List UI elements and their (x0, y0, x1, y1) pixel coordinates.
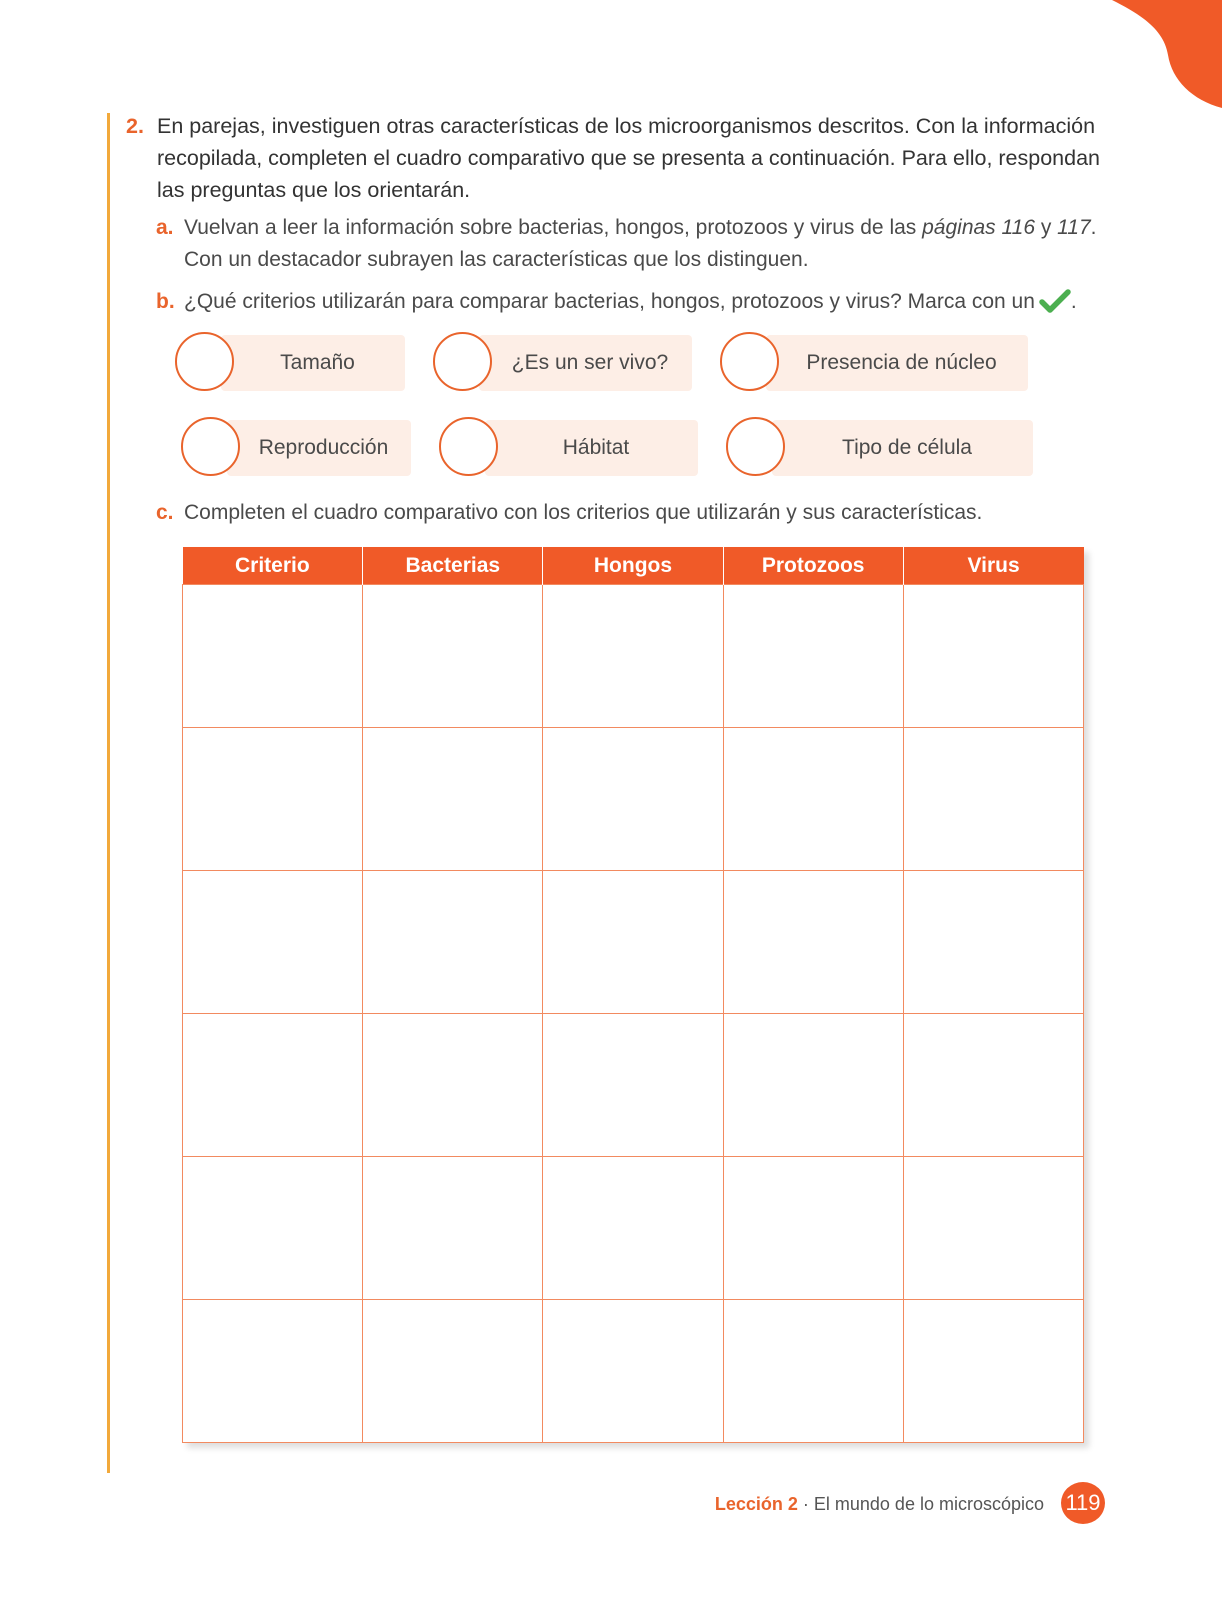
sub-a-text-end: . Con un destacador subrayen las características que los distinguen. (184, 216, 1097, 271)
option-checkbox-circle[interactable] (175, 332, 234, 391)
table-cell[interactable] (363, 1014, 543, 1157)
table-cell[interactable] (183, 728, 363, 871)
footer-separator: · (797, 1494, 814, 1514)
sub-question-c (156, 497, 1116, 529)
table-body (183, 585, 1084, 1443)
option-reproduccion[interactable] (181, 417, 411, 477)
table-row (183, 1300, 1084, 1443)
margin-rule (107, 113, 110, 1473)
header-virus: Virus (903, 547, 1083, 585)
sub-b-text: ¿Qué criterios utilizarán para comparar bacterias, hongos, protozoos y virus? Marca con un (184, 290, 1035, 313)
option-label: Hábitat (562, 436, 630, 459)
table-row (183, 1014, 1084, 1157)
option-checkbox-circle[interactable] (433, 332, 492, 391)
corner-decoration (1112, 0, 1222, 115)
option-checkbox-circle[interactable] (720, 332, 779, 391)
table-cell[interactable] (543, 1014, 723, 1157)
option-tamano[interactable] (175, 332, 405, 392)
sub-text-b (184, 286, 1116, 318)
sub-letter-b: b. (156, 290, 175, 313)
sub-b-end: . (1070, 290, 1077, 313)
option-checkbox-circle[interactable] (181, 417, 240, 476)
table-cell[interactable] (903, 728, 1083, 871)
table-cell[interactable] (183, 585, 363, 728)
page-number-badge: 119 (1061, 1482, 1105, 1524)
question-number: 2. (126, 114, 144, 138)
table-cell[interactable] (183, 1014, 363, 1157)
check-icon (1039, 288, 1071, 314)
sub-question-a (156, 212, 1116, 276)
table-cell[interactable] (543, 1300, 723, 1443)
table-header-row (183, 547, 1084, 585)
header-protozoos: Protozoos (723, 547, 903, 585)
table-cell[interactable] (723, 871, 903, 1014)
sub-letter-c: c. (156, 501, 174, 524)
table-cell[interactable] (363, 1300, 543, 1443)
sub-a-text-part: Vuelvan a leer la información sobre bacterias, hongos, protozoos y virus de las (184, 216, 923, 239)
question-text: En parejas, investiguen otras características de los microorganismos descritos. Con la información recopilada, completen el cuadro comparativo que se presenta a continuación. Para ello, respondan las preguntas que los orientarán. (157, 114, 1101, 202)
option-presencia-nucleo[interactable] (720, 332, 1028, 392)
table-cell[interactable] (363, 728, 543, 871)
table-cell[interactable] (543, 871, 723, 1014)
sub-letter-a: a. (156, 216, 174, 239)
table-cell[interactable] (543, 585, 723, 728)
table-cell[interactable] (183, 1300, 363, 1443)
table-cell[interactable] (723, 1014, 903, 1157)
table-row (183, 871, 1084, 1014)
header-bacterias: Bacterias (363, 547, 543, 585)
option-label: Reproducción (258, 436, 389, 459)
table-cell[interactable] (183, 871, 363, 1014)
question-2 (126, 110, 1106, 206)
sub-text-a (184, 212, 1116, 276)
option-habitat[interactable] (439, 417, 698, 477)
table-cell[interactable] (363, 1157, 543, 1300)
table-cell[interactable] (723, 585, 903, 728)
header-criterio: Criterio (183, 547, 363, 585)
table-row (183, 1157, 1084, 1300)
sub-text-c: Completen el cuadro comparativo con los criterios que utilizarán y sus características. (184, 501, 983, 524)
table-cell[interactable] (543, 1157, 723, 1300)
option-checkbox-circle[interactable] (726, 417, 785, 476)
table-cell[interactable] (903, 1300, 1083, 1443)
page-reference-2: 117 (1057, 216, 1091, 239)
table-cell[interactable] (723, 1157, 903, 1300)
option-label: Tipo de célula (842, 436, 972, 459)
footer-title: El mundo de lo microscópico (813, 1494, 1044, 1514)
header-hongos: Hongos (543, 547, 723, 585)
page-reference: páginas 116 (922, 216, 1035, 239)
option-es-ser-vivo[interactable] (433, 332, 692, 392)
table-cell[interactable] (543, 728, 723, 871)
table-row (183, 585, 1084, 728)
comparison-table (182, 547, 1084, 1443)
table-cell[interactable] (903, 1014, 1083, 1157)
option-label: ¿Es un ser vivo? (511, 351, 669, 374)
page-footer (715, 1491, 1044, 1517)
table-cell[interactable] (903, 1157, 1083, 1300)
option-label: Tamaño (280, 351, 355, 374)
table-cell[interactable] (903, 585, 1083, 728)
table-row (183, 728, 1084, 871)
option-checkbox-circle[interactable] (439, 417, 498, 476)
sub-question-b (156, 286, 1116, 318)
table-cell[interactable] (723, 1300, 903, 1443)
table-cell[interactable] (903, 871, 1083, 1014)
sub-a-conjunction: y (1035, 216, 1058, 239)
table-cell[interactable] (363, 585, 543, 728)
option-label: Presencia de núcleo (806, 351, 997, 374)
option-tipo-celula[interactable] (726, 417, 1033, 477)
table-cell[interactable] (723, 728, 903, 871)
table-cell[interactable] (183, 1157, 363, 1300)
table-cell[interactable] (363, 871, 543, 1014)
footer-lesson: Lección 2 (714, 1494, 798, 1514)
comparison-table-wrapper (182, 547, 1084, 1443)
